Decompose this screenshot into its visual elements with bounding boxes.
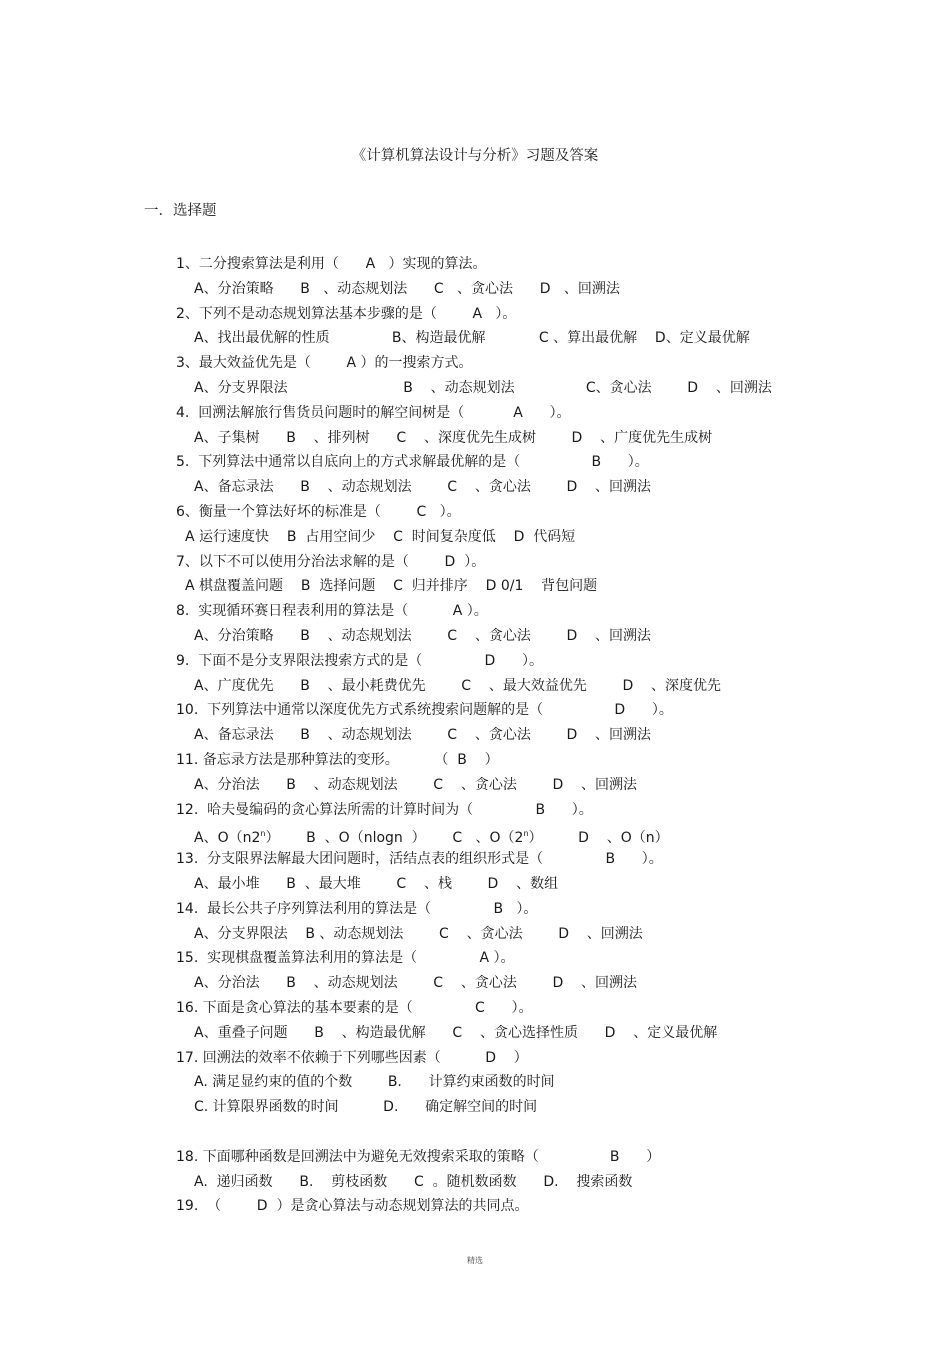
answer-options — [194, 823, 669, 845]
question-text: 3、最大效益优先是（ A ）的一搜索方式。 — [176, 355, 473, 371]
question-text: 4. 回溯法解旅行售货员问题时的解空间树是（ A ）。 — [176, 405, 571, 421]
question-text: 5. 下列算法中通常以自底向上的方式求解最优解的是（ B ）。 — [176, 454, 649, 470]
question-text: 11. 备忘录方法是那种算法的变形。 （ B ） — [176, 752, 499, 768]
question-text: 9. 下面不是分支界限法搜索方式的是（ D ）。 — [176, 653, 544, 669]
option-fragment: A、O（n2 — [194, 830, 261, 846]
answer-options: A、备忘录法 B 、动态规划法 C 、贪心法 D 、回溯法 — [194, 479, 652, 495]
question-text: 6、衡量一个算法好坏的标准是（ C ）。 — [176, 504, 461, 520]
superscript: n — [260, 829, 266, 838]
section-heading: 一．选择题 — [144, 203, 217, 219]
question-text: 17. 回溯法的效率不依赖于下列哪些因素（ D ） — [176, 1050, 528, 1066]
superscript: n — [523, 829, 529, 838]
question-text: 18. 下面哪种函数是回溯法中为避免无效搜索采取的策略（ B ） — [176, 1149, 661, 1165]
answer-options: A、备忘录法 B 、动态规划法 C 、贪心法 D 、回溯法 — [194, 727, 652, 743]
option-fragment: ） D 、O（n） — [528, 830, 669, 846]
answer-options: A、分治法 B 、动态规划法 C 、贪心法 D 、回溯法 — [194, 777, 638, 793]
answer-options: A、分治策略 B 、动态规划法 C 、贪心法 D 、回溯法 — [194, 628, 652, 644]
answer-options: A. 满足显约束的值的个数 B. 计算约束函数的时间 — [194, 1074, 555, 1090]
answer-options: A、分支界限法 B 、动态规划法 C 、贪心法 D 、回溯法 — [194, 926, 643, 942]
answer-options: A、重叠子问题 B 、构造最优解 C 、贪心选择性质 D 、定义最优解 — [194, 1025, 718, 1041]
question-text: 12. 哈夫曼编码的贪心算法所需的计算时间为（ B ）。 — [176, 802, 593, 818]
answer-options: A. 递归函数 B. 剪枝函数 C 。随机数函数 D. 搜索函数 — [194, 1174, 633, 1190]
answer-options: A、分治策略 B 、动态规划法 C 、贪心法 D 、回溯法 — [194, 281, 620, 297]
question-text: 13. 分支限界法解最大团问题时，活结点表的组织形式是（ B ）。 — [176, 851, 663, 867]
answer-options: A、子集树 B 、排列树 C 、深度优先生成树 D 、广度优先生成树 — [194, 430, 713, 446]
question-text: 10. 下列算法中通常以深度优先方式系统搜索问题解的是（ D ）。 — [176, 702, 673, 718]
question-text: 19. （ D ）是贪心算法与动态规划算法的共同点。 — [176, 1198, 529, 1214]
answer-options: A、分支界限法 B 、动态规划法 C、贪心法 D 、回溯法 — [194, 380, 772, 396]
option-fragment: ） B 、O（nlogn ） C 、O（2 — [265, 830, 524, 846]
answer-options: A、找出最优解的性质 B、构造最优解 C 、算出最优解 D、定义最优解 — [194, 330, 750, 346]
answer-options: A 棋盘覆盖问题 B 选择问题 C 归并排序 D 0/1 背包问题 — [185, 578, 598, 594]
answer-options: A、分治法 B 、动态规划法 C 、贪心法 D 、回溯法 — [194, 975, 638, 991]
question-text: 15. 实现棋盘覆盖算法利用的算法是（ A ）。 — [176, 950, 515, 966]
answer-options: A、广度优先 B 、最小耗费优先 C 、最大效益优先 D 、深度优先 — [194, 678, 722, 694]
answer-options: A 运行速度快 B 占用空间少 C 时间复杂度低 D 代码短 — [185, 529, 576, 545]
answer-options: C. 计算限界函数的时间 D. 确定解空间的时间 — [194, 1099, 538, 1115]
question-text: 1、二分搜索算法是利用（ A ）实现的算法。 — [176, 256, 487, 272]
document-title: 《计算机算法设计与分析》习题及答案 — [351, 148, 599, 164]
page-footer: 精选 — [467, 1256, 483, 1265]
answer-options: A、最小堆 B 、最大堆 C 、栈 D 、数组 — [194, 876, 559, 892]
question-text: 14. 最长公共子序列算法利用的算法是（ B ）。 — [176, 901, 538, 917]
question-text: 8. 实现循环赛日程表利用的算法是（ A ）。 — [176, 603, 488, 619]
question-text: 2、下列不是动态规划算法基本步骤的是（ A ）。 — [176, 306, 517, 322]
question-text: 7、以下不可以使用分治法求解的是（ D ）。 — [176, 554, 486, 570]
question-text: 16. 下面是贪心算法的基本要素的是（ C ）。 — [176, 1000, 533, 1016]
